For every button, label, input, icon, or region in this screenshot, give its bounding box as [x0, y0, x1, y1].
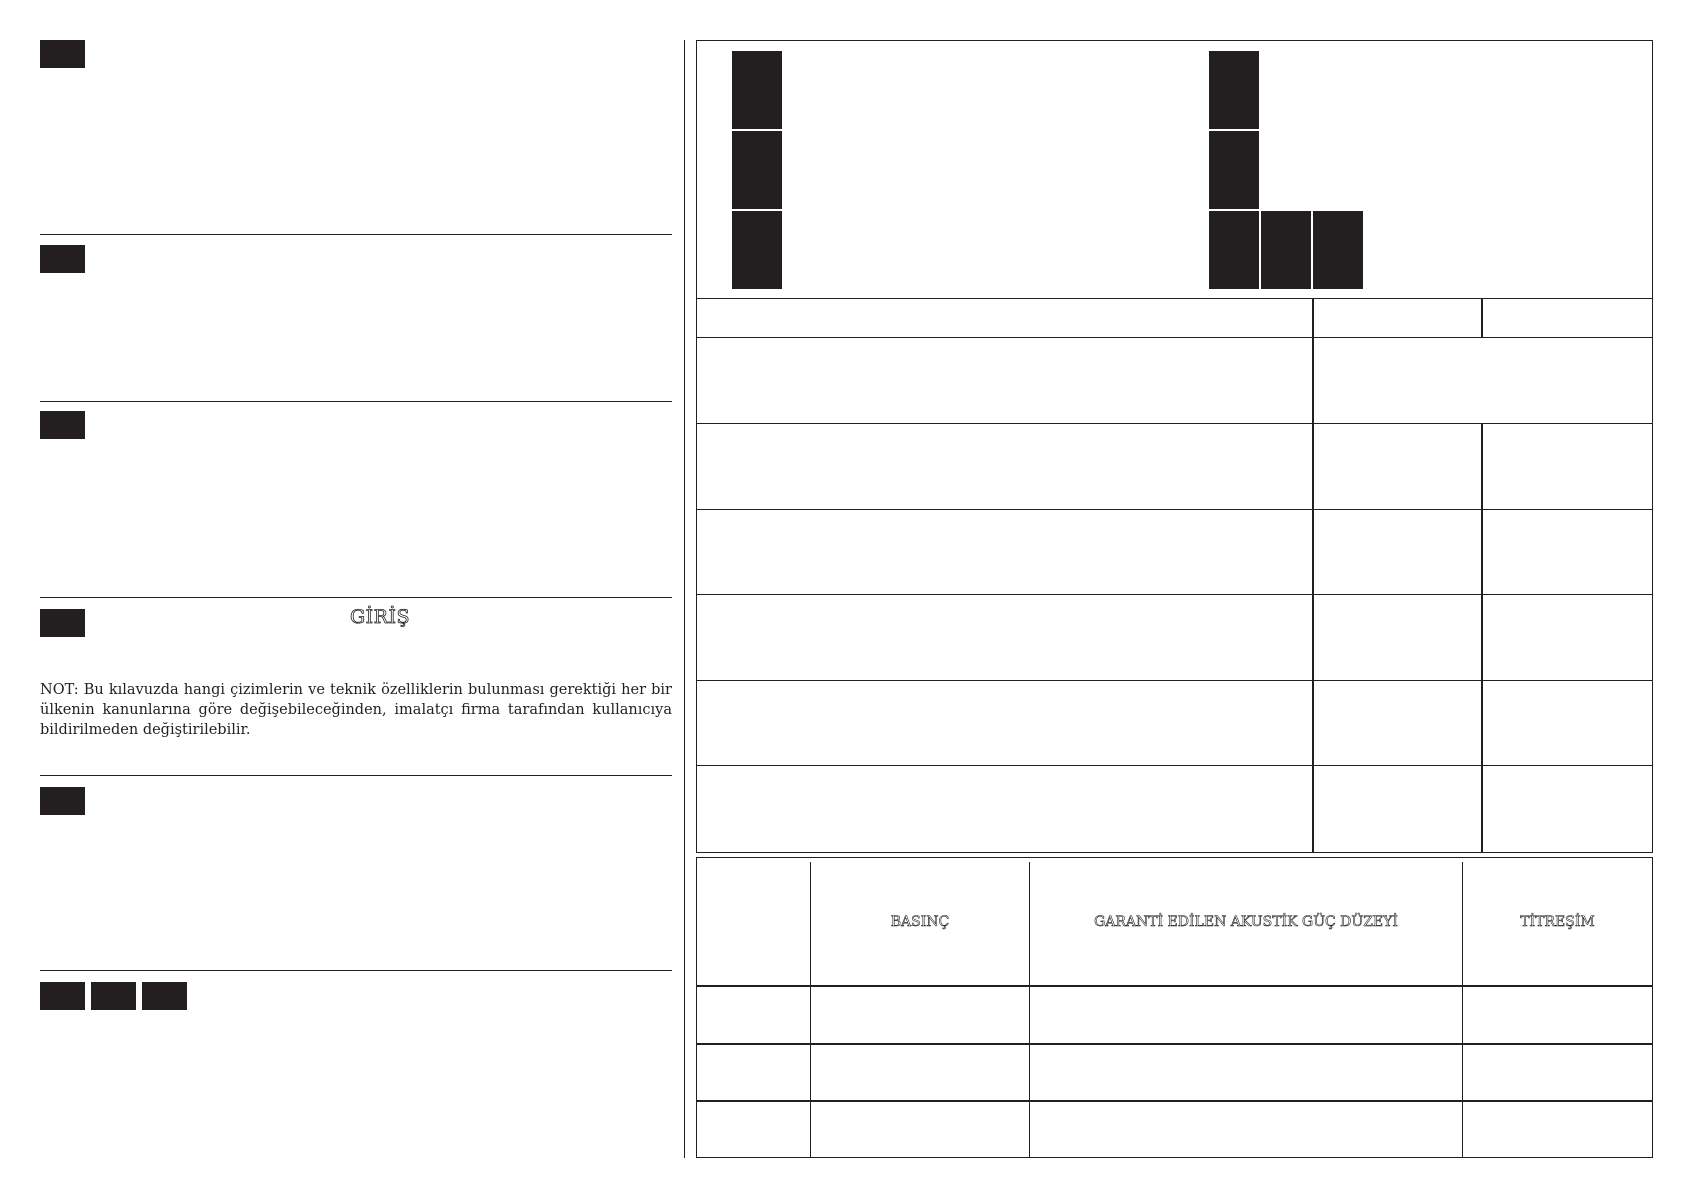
figure-block	[732, 211, 782, 289]
spec-row-line	[697, 680, 1652, 681]
spec-row-line	[697, 765, 1652, 766]
spec-row-line	[697, 509, 1652, 510]
spec-col-line	[1312, 299, 1314, 852]
spec-row-line	[697, 594, 1652, 595]
section-badge-6a	[40, 982, 85, 1010]
figure-block	[1209, 51, 1259, 129]
section-divider	[40, 234, 672, 235]
note-paragraph: NOT: Bu kılavuzda hangi çizimlerin ve teknik özelliklerin bulunması gerektiği her bir ülkenin kanunlarına göre değişebileceğinden, imalatçı firma tarafından kullanıcıya bildirilmeden değiştirilebilir.	[40, 682, 672, 738]
column-divider	[684, 40, 685, 1158]
spec-row-line	[697, 337, 1652, 338]
intro-heading: GİRİŞ	[349, 606, 410, 628]
section-badge-3	[40, 411, 85, 439]
acoustic-header-pressure: BASINÇ	[890, 913, 950, 930]
section-badge-6c	[142, 982, 187, 1010]
spec-col-line	[1481, 423, 1483, 852]
acoustic-header-power-level: GARANTİ EDİLEN AKUSTİK GÜÇ DÜZEYİ	[1094, 913, 1398, 930]
figure-block	[1313, 211, 1363, 289]
section-badge-1	[40, 40, 85, 68]
acoustic-row-line	[697, 985, 1652, 987]
acoustic-col-line	[1029, 862, 1030, 1157]
acoustic-col-line	[810, 862, 811, 1157]
section-divider	[40, 970, 672, 971]
spec-row-line	[697, 423, 1652, 424]
spec-table	[696, 298, 1653, 853]
figure-block	[1209, 211, 1259, 289]
acoustic-table	[696, 857, 1653, 1158]
section-badge-6b	[91, 982, 136, 1010]
section-badge-intro	[40, 609, 85, 637]
figure-block	[732, 51, 782, 129]
figure-block	[1209, 131, 1259, 209]
acoustic-header-vibration: TİTREŞİM	[1520, 913, 1595, 930]
acoustic-row-line	[697, 1043, 1652, 1045]
section-badge-2	[40, 245, 85, 273]
figure-block	[732, 131, 782, 209]
spec-col-line	[1481, 299, 1483, 337]
section-badge-5	[40, 787, 85, 815]
section-divider	[40, 775, 672, 776]
figure-frame	[696, 40, 1653, 299]
section-divider	[40, 401, 672, 402]
acoustic-header-empty	[697, 858, 810, 985]
acoustic-row-line	[697, 1100, 1652, 1102]
section-divider	[40, 597, 672, 598]
acoustic-col-line	[1462, 862, 1463, 1157]
figure-block	[1261, 211, 1311, 289]
